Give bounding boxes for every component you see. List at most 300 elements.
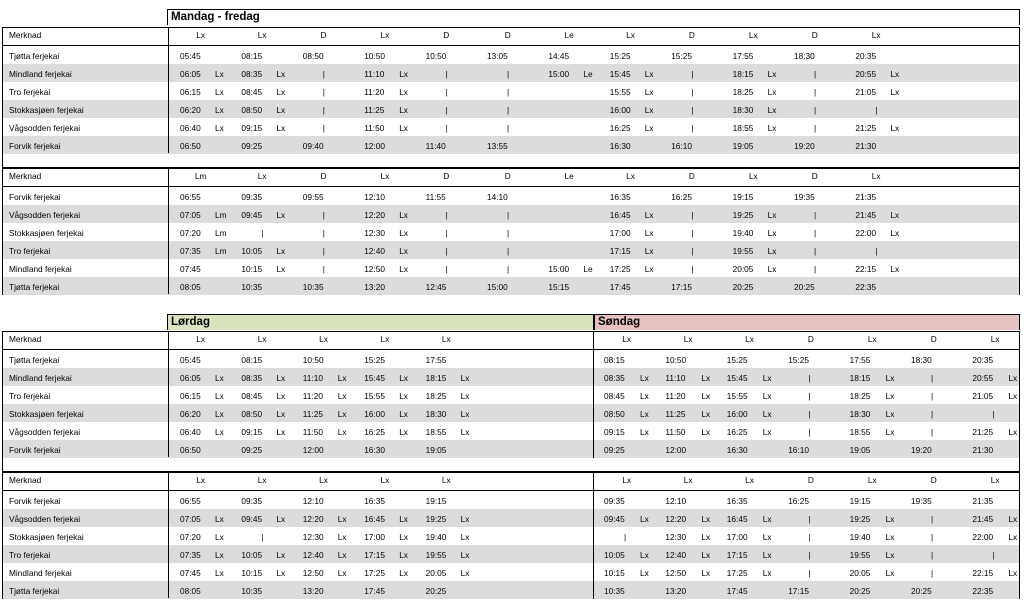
route-code: Lx — [196, 475, 206, 485]
departure-time: 12:50 — [364, 264, 385, 274]
column-divider — [168, 473, 169, 598]
table-row — [594, 581, 1019, 599]
route-note: Lm — [215, 210, 227, 220]
stop-name: Stokkasjøen ferjekai — [9, 409, 84, 419]
route-note: Lx — [399, 264, 408, 274]
departure-time: 09:45 — [241, 514, 263, 524]
table-header-row — [3, 169, 1019, 187]
departure-time: 18:55 — [849, 427, 871, 437]
departure-time: 21:45 — [972, 514, 994, 524]
departure-time: 21:05 — [855, 87, 877, 97]
departure-time: 19:15 — [732, 192, 754, 202]
table-row — [3, 277, 1019, 295]
departure-time: 17:25 — [726, 568, 748, 578]
departure-time: 12:40 — [302, 550, 324, 560]
departure-time: 20:05 — [425, 568, 447, 578]
departure-time: 12:30 — [364, 228, 385, 238]
pass-marker: | — [931, 550, 934, 560]
route-note: Lx — [399, 532, 408, 542]
route-code: D — [443, 30, 450, 40]
departure-time: 22:35 — [972, 586, 994, 596]
departure-time: 18:30 — [425, 409, 447, 419]
route-note: Lx — [644, 228, 654, 238]
departure-time: 09:25 — [241, 141, 263, 151]
route-note: Lx — [644, 105, 654, 115]
departure-time: 09:45 — [604, 514, 625, 524]
departure-time: 09:25 — [241, 445, 263, 455]
pass-marker: | — [691, 105, 694, 115]
route-note: Lx — [276, 105, 286, 115]
departure-time: 22:35 — [855, 282, 877, 292]
merknad-label: Merknad — [9, 334, 42, 344]
departure-time: 15:00 — [548, 69, 570, 79]
departure-time: 16:00 — [364, 409, 385, 419]
departure-time: 17:00 — [364, 532, 385, 542]
route-note: Lx — [701, 532, 711, 542]
departure-time: 22:00 — [972, 532, 994, 542]
departure-time: 12:50 — [665, 568, 687, 578]
departure-time: 13:20 — [302, 586, 324, 596]
table-row — [3, 491, 593, 509]
departure-time: 10:15 — [241, 264, 263, 274]
outbound-table — [594, 331, 1020, 458]
pass-marker: | — [992, 550, 995, 560]
departure-time: 12:20 — [302, 514, 324, 524]
departure-time: 19:25 — [425, 514, 447, 524]
departure-time: 16:35 — [364, 496, 385, 506]
route-note: Lx — [640, 427, 649, 437]
pass-marker: | — [814, 210, 817, 220]
pass-marker: | — [261, 532, 264, 542]
pass-marker: | — [507, 123, 510, 133]
departure-time: 16:30 — [364, 445, 385, 455]
route-note: Lx — [701, 427, 711, 437]
departure-time: 20:55 — [972, 373, 994, 383]
route-note: Lx — [460, 391, 470, 401]
pass-marker: | — [322, 105, 325, 115]
departure-time: 10:05 — [241, 550, 263, 560]
departure-time: 16:25 — [671, 192, 692, 202]
departure-time: 15:45 — [609, 69, 631, 79]
departure-time: 20:25 — [732, 282, 754, 292]
departure-time: 20:25 — [911, 586, 932, 596]
departure-time: 07:45 — [180, 568, 201, 578]
route-note: Lx — [399, 69, 408, 79]
route-code: D — [504, 171, 511, 181]
departure-time: 08:05 — [180, 282, 201, 292]
route-code: Lx — [380, 334, 390, 344]
route-note: Lx — [640, 373, 649, 383]
route-code: Lx — [683, 334, 693, 344]
departure-time: 07:20 — [180, 228, 201, 238]
route-note: Lx — [885, 550, 895, 560]
stop-name: Mindland ferjekai — [9, 264, 72, 274]
departure-time: 06:05 — [180, 69, 201, 79]
departure-time: 16:35 — [726, 496, 748, 506]
table-row — [3, 205, 1019, 223]
departure-time: 14:10 — [487, 192, 508, 202]
stop-name: Tro ferjekai — [9, 87, 51, 97]
table-row — [3, 223, 1019, 241]
departure-time: 12:40 — [364, 246, 385, 256]
route-note: Lx — [276, 391, 286, 401]
route-note: Lx — [1008, 427, 1018, 437]
route-note: Lx — [276, 514, 286, 524]
outbound-table — [2, 27, 1020, 154]
route-code: Lx — [380, 475, 390, 485]
departure-time: 16:25 — [609, 123, 631, 133]
departure-time: 18:30 — [794, 51, 815, 61]
departure-time: 18:30 — [911, 355, 932, 365]
table-row — [3, 100, 1019, 118]
pass-marker: | — [808, 550, 811, 560]
route-note: Lx — [767, 210, 777, 220]
table-row — [3, 404, 593, 422]
route-note: Lx — [701, 373, 711, 383]
route-note: Lx — [1008, 532, 1018, 542]
route-code: Lx — [745, 334, 754, 344]
route-code: Lx — [196, 334, 206, 344]
route-note: Lx — [399, 105, 408, 115]
route-note: Lx — [701, 550, 711, 560]
stop-name: Tjøtta ferjekai — [9, 51, 60, 61]
departure-time: 08:50 — [241, 105, 263, 115]
departure-time: 19:40 — [849, 532, 871, 542]
departure-time: 11:25 — [364, 105, 385, 115]
pass-marker: | — [445, 264, 448, 274]
pass-marker: | — [691, 123, 694, 133]
pass-marker: | — [814, 123, 817, 133]
departure-time: 14:45 — [548, 51, 570, 61]
stop-name: Mindland ferjekai — [9, 373, 72, 383]
route-code: D — [320, 171, 327, 181]
route-note: Lx — [762, 514, 772, 524]
departure-time: 18:25 — [425, 391, 447, 401]
sunday-title: Søndag — [594, 314, 1020, 330]
departure-time: 08:35 — [241, 373, 263, 383]
departure-time: 11:20 — [364, 87, 385, 97]
stop-name: Stokkasjøen ferjekai — [9, 228, 84, 238]
table-row — [3, 422, 593, 440]
route-note: Lx — [762, 532, 772, 542]
pass-marker: | — [445, 228, 448, 238]
route-note: Lx — [276, 373, 286, 383]
departure-time: 09:15 — [604, 427, 625, 437]
route-note: Lx — [337, 550, 347, 560]
departure-time: 16:30 — [609, 141, 631, 151]
pass-marker: | — [808, 568, 811, 578]
stop-name: Vågsodden ferjekai — [9, 514, 81, 524]
route-note: Lx — [701, 391, 711, 401]
pass-marker: | — [931, 532, 934, 542]
route-note: Lx — [399, 210, 408, 220]
route-note: Lx — [460, 550, 470, 560]
departure-time: 12:10 — [364, 192, 385, 202]
pass-marker: | — [322, 264, 325, 274]
departure-time: 19:25 — [732, 210, 754, 220]
route-note: Lx — [701, 514, 711, 524]
departure-time: 18:15 — [732, 69, 754, 79]
table-row — [3, 509, 593, 527]
pass-marker: | — [445, 210, 448, 220]
route-code: Lx — [871, 171, 881, 181]
pass-marker: | — [691, 210, 694, 220]
table-row — [594, 368, 1019, 386]
table-row — [3, 527, 593, 545]
saturday-title: Lørdag — [167, 314, 594, 330]
departure-time: 19:15 — [849, 496, 871, 506]
departure-time: 21:05 — [972, 391, 994, 401]
departure-time: 08:35 — [241, 69, 263, 79]
section-spacer — [2, 154, 1020, 168]
departure-time: 15:55 — [364, 391, 385, 401]
route-code: Lm — [194, 171, 207, 181]
column-divider — [168, 169, 169, 294]
route-code: Lx — [745, 475, 754, 485]
departure-time: 09:45 — [241, 210, 263, 220]
route-note: Lx — [276, 550, 286, 560]
route-code: D — [930, 334, 937, 344]
route-code: Lx — [622, 475, 632, 485]
pass-marker: | — [814, 69, 817, 79]
route-note: Lx — [215, 409, 224, 419]
table-row — [594, 386, 1019, 404]
route-code: Le — [564, 30, 574, 40]
departure-time: 12:20 — [665, 514, 687, 524]
route-note: Lx — [644, 123, 654, 133]
pass-marker: | — [507, 228, 510, 238]
pass-marker: | — [808, 514, 811, 524]
route-note: Lx — [762, 550, 772, 560]
departure-time: 18:55 — [732, 123, 754, 133]
departure-time: 13:20 — [364, 282, 385, 292]
pass-marker: | — [322, 87, 325, 97]
departure-time: 19:20 — [911, 445, 932, 455]
route-note: Lx — [885, 568, 895, 578]
pass-marker: | — [931, 409, 934, 419]
pass-marker: | — [814, 105, 817, 115]
stop-name: Stokkasjøen ferjekai — [9, 532, 84, 542]
departure-time: 15:25 — [671, 51, 692, 61]
departure-time: 16:10 — [671, 141, 692, 151]
departure-time: 08:15 — [604, 355, 625, 365]
route-code: D — [443, 171, 450, 181]
pass-marker: | — [875, 246, 878, 256]
departure-time: 11:25 — [665, 409, 686, 419]
table-header-row — [3, 332, 593, 350]
departure-time: 12:30 — [302, 532, 324, 542]
route-note: Lx — [276, 246, 286, 256]
departure-time: 12:00 — [364, 141, 385, 151]
table-row — [3, 545, 593, 563]
route-note: Lx — [1008, 514, 1018, 524]
route-note: Lx — [767, 69, 777, 79]
route-note: Lx — [640, 391, 649, 401]
stop-name: Tro ferjekai — [9, 391, 51, 401]
departure-time: 10:35 — [604, 586, 625, 596]
pass-marker: | — [624, 532, 627, 542]
route-code: Lx — [441, 475, 451, 485]
route-note: Lx — [276, 87, 286, 97]
table-row — [3, 136, 1019, 154]
table-row — [3, 368, 593, 386]
stop-name: Vågsodden ferjekai — [9, 123, 81, 133]
departure-time: 15:45 — [364, 373, 385, 383]
departure-time: 19:55 — [849, 550, 871, 560]
departure-time: 06:50 — [180, 141, 201, 151]
departure-time: 17:15 — [364, 550, 385, 560]
pass-marker: | — [992, 409, 995, 419]
pass-marker: | — [507, 69, 510, 79]
departure-time: 16:30 — [726, 445, 748, 455]
route-code: Lx — [257, 30, 267, 40]
departure-time: 15:15 — [548, 282, 570, 292]
merknad-label: Merknad — [9, 475, 42, 485]
departure-time: 11:10 — [302, 373, 323, 383]
departure-time: 16:25 — [364, 427, 385, 437]
departure-time: 16:45 — [609, 210, 631, 220]
pass-marker: | — [931, 373, 934, 383]
departure-time: 10:15 — [241, 568, 263, 578]
departure-time: 11:55 — [425, 192, 446, 202]
route-note: Lx — [215, 568, 224, 578]
departure-time: 13:55 — [487, 141, 508, 151]
departure-time: 12:00 — [302, 445, 324, 455]
route-note: Lx — [1008, 568, 1018, 578]
departure-time: 15:00 — [548, 264, 570, 274]
route-note: Lx — [215, 532, 224, 542]
route-note: Lx — [215, 427, 224, 437]
table-row — [3, 241, 1019, 259]
route-note: Lx — [337, 532, 347, 542]
departure-time: 08:50 — [302, 51, 324, 61]
route-code: D — [504, 30, 511, 40]
table-row — [3, 118, 1019, 136]
pass-marker: | — [931, 514, 934, 524]
route-note: Lx — [276, 427, 286, 437]
departure-time: 12:00 — [665, 445, 687, 455]
departure-time: 06:15 — [180, 391, 201, 401]
departure-time: 20:25 — [794, 282, 815, 292]
route-note: Lx — [215, 69, 224, 79]
route-note: Lx — [1008, 391, 1018, 401]
departure-time: 16:45 — [726, 514, 748, 524]
stop-name: Tro ferjekai — [9, 246, 51, 256]
departure-time: 20:35 — [855, 51, 877, 61]
pass-marker: | — [691, 69, 694, 79]
route-note: Lm — [215, 228, 227, 238]
departure-time: 12:30 — [665, 532, 687, 542]
departure-time: 16:00 — [726, 409, 748, 419]
route-note: Lx — [399, 391, 408, 401]
route-note: Lx — [399, 568, 408, 578]
outbound-table — [2, 331, 594, 458]
pass-marker: | — [814, 246, 817, 256]
departure-time: 12:10 — [302, 496, 324, 506]
departure-time: 08:45 — [241, 391, 263, 401]
departure-time: 21:25 — [855, 123, 877, 133]
departure-time: 10:05 — [241, 246, 263, 256]
pass-marker: | — [814, 228, 817, 238]
departure-time: 22:15 — [972, 568, 994, 578]
route-note: Lm — [215, 246, 227, 256]
departure-time: 11:25 — [302, 409, 323, 419]
departure-time: 11:20 — [665, 391, 686, 401]
departure-time: 10:50 — [425, 51, 447, 61]
pass-marker: | — [875, 105, 878, 115]
route-note: Lx — [640, 514, 649, 524]
departure-time: 18:25 — [732, 87, 754, 97]
departure-time: 12:20 — [364, 210, 385, 220]
table-row — [3, 440, 593, 458]
departure-time: 11:50 — [364, 123, 385, 133]
departure-time: 12:45 — [425, 282, 447, 292]
departure-time: 17:25 — [609, 264, 631, 274]
departure-time: 16:00 — [609, 105, 631, 115]
pass-marker: | — [507, 264, 510, 274]
departure-time: 06:05 — [180, 373, 201, 383]
departure-time: 13:05 — [487, 51, 508, 61]
route-code: Lx — [257, 475, 267, 485]
pass-marker: | — [322, 69, 325, 79]
departure-time: 17:55 — [425, 355, 447, 365]
departure-time: 11:50 — [665, 427, 686, 437]
departure-time: 09:40 — [302, 141, 324, 151]
route-note: Lx — [276, 264, 286, 274]
departure-time: 21:45 — [855, 210, 877, 220]
table-row — [594, 404, 1019, 422]
pass-marker: | — [808, 373, 811, 383]
route-note: Lx — [276, 210, 286, 220]
departure-time: 19:15 — [425, 496, 447, 506]
table-header-row — [3, 473, 593, 491]
merknad-label: Merknad — [9, 30, 42, 40]
route-note: Lx — [337, 409, 347, 419]
route-note: Lx — [885, 391, 895, 401]
departure-time: 19:05 — [849, 445, 871, 455]
departure-time: 07:35 — [180, 246, 201, 256]
departure-time: 19:05 — [732, 141, 754, 151]
departure-time: 20:05 — [732, 264, 754, 274]
pass-marker: | — [445, 69, 448, 79]
departure-time: 17:15 — [726, 550, 748, 560]
route-note: Lx — [215, 550, 224, 560]
stop-name: Tjøtta ferjekai — [9, 282, 60, 292]
stop-name: Forvik ferjekai — [9, 141, 61, 151]
departure-time: 06:15 — [180, 87, 201, 97]
departure-time: 06:20 — [180, 105, 201, 115]
departure-time: 17:00 — [726, 532, 748, 542]
table-row — [3, 386, 593, 404]
departure-time: 19:35 — [911, 496, 932, 506]
route-code: Lx — [990, 475, 1000, 485]
departure-time: 15:00 — [487, 282, 508, 292]
departure-time: 10:05 — [604, 550, 625, 560]
route-code: D — [811, 171, 818, 181]
column-divider — [168, 28, 169, 153]
departure-time: 06:55 — [180, 496, 201, 506]
departure-time: 17:45 — [726, 586, 748, 596]
pass-marker: | — [261, 228, 264, 238]
route-note: Lx — [640, 568, 649, 578]
route-note: Lx — [215, 373, 224, 383]
route-code: Lx — [257, 171, 267, 181]
route-code: Lx — [319, 334, 328, 344]
route-code: D — [811, 30, 818, 40]
inbound-table — [594, 472, 1020, 599]
route-code: Lx — [257, 334, 267, 344]
departure-time: 22:00 — [855, 228, 877, 238]
